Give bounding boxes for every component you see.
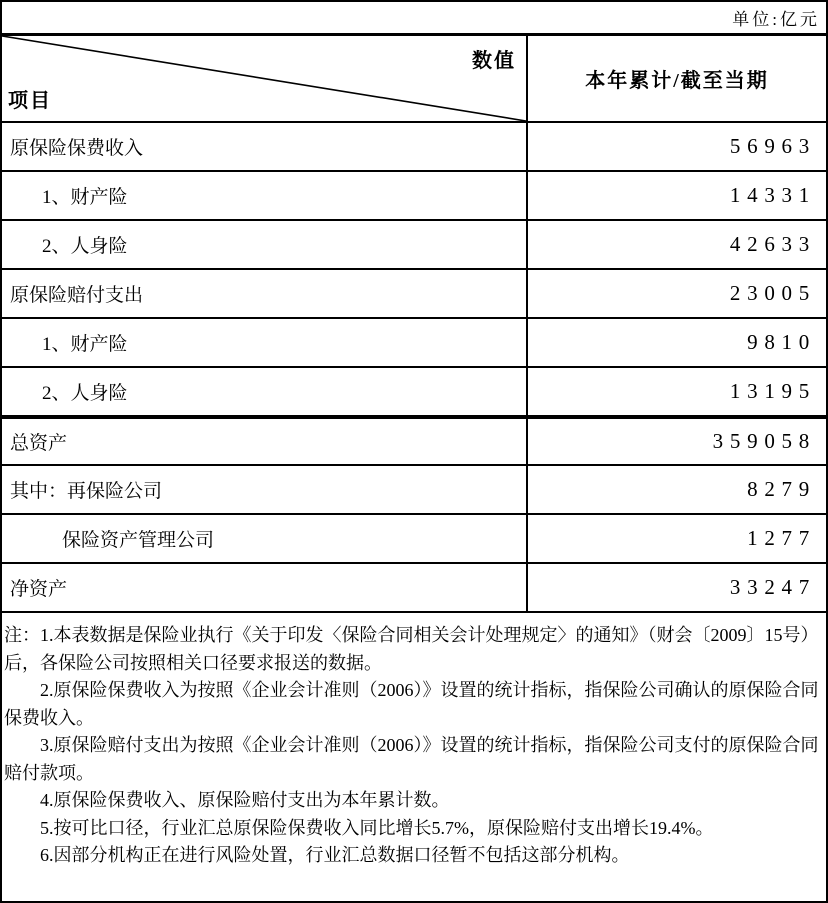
row-label: 2、人身险: [42, 236, 128, 257]
row-label: 1、财产险: [42, 334, 128, 355]
row-value: 14331: [526, 172, 826, 219]
table-row: [2, 270, 826, 319]
note-line: 2.原保险保费收入为按照《企业会计准则（2006）》设置的统计指标，指保险公司确认的原保险合同保费收入。: [4, 680, 819, 728]
unit-strip: [2, 2, 826, 33]
row-label: 总资产: [10, 433, 68, 454]
table-row: [2, 172, 826, 221]
row-label: 原保险保费收入: [10, 138, 144, 159]
corner-item-label: 项目: [8, 90, 52, 112]
table-row: [2, 564, 826, 613]
table-header-row: [2, 36, 826, 123]
row-value: 23005: [526, 270, 826, 317]
row-label: 原保险赔付支出: [10, 285, 144, 306]
row-label: 净资产: [10, 579, 68, 600]
row-value: 9810: [526, 319, 826, 366]
row-label: 其中：再保险公司: [10, 481, 163, 502]
table-row: [2, 123, 826, 172]
table-row: [2, 515, 826, 564]
row-value: 33247: [526, 564, 826, 611]
value-column-header: 本年累计/截至当期: [526, 36, 826, 121]
row-value: 359058: [526, 419, 826, 464]
diagonal-line: [2, 36, 526, 121]
note-line: 6.因部分机构正在进行风险处置，行业汇总数据口径暂不包括这部分机构。: [40, 845, 630, 865]
table-row: [2, 319, 826, 368]
row-value: 1277: [526, 515, 826, 562]
row-value: 42633: [526, 221, 826, 268]
row-value: 8279: [526, 466, 826, 513]
row-label: 2、人身险: [42, 383, 128, 404]
unit-label: 单位:亿元: [732, 10, 820, 29]
table-row: [2, 417, 826, 466]
row-label: 1、财产险: [42, 187, 128, 208]
diagonal-corner-cell: [2, 36, 526, 121]
table-row: [2, 368, 826, 417]
row-label: 保险资产管理公司: [62, 530, 215, 551]
table-row: [2, 221, 826, 270]
note-line: 3.原保险赔付支出为按照《企业会计准则（2006）》设置的统计指标，指保险公司支付的原保险合同赔付款项。: [4, 735, 819, 783]
notes-section: [2, 613, 826, 870]
table-row: [2, 466, 826, 515]
note-line: 5.按可比口径，行业汇总原保险保费收入同比增长5.7%，原保险赔付支出增长19.4%。: [40, 817, 714, 838]
row-value: 56963: [526, 123, 826, 170]
note-line: 4.原保险保费收入、原保险赔付支出为本年累计数。: [40, 790, 450, 810]
note-line: 注：1.本表数据是保险业执行《关于印发〈保险合同相关会计处理规定〉的通知》（财会〔2009〕15号）后，各保险公司按照相关口径要求报送的数据。: [4, 625, 819, 673]
corner-value-label: 数值: [472, 50, 516, 72]
table-body: [2, 123, 826, 613]
row-value: 13195: [526, 368, 826, 415]
statistics-table: [2, 33, 826, 613]
